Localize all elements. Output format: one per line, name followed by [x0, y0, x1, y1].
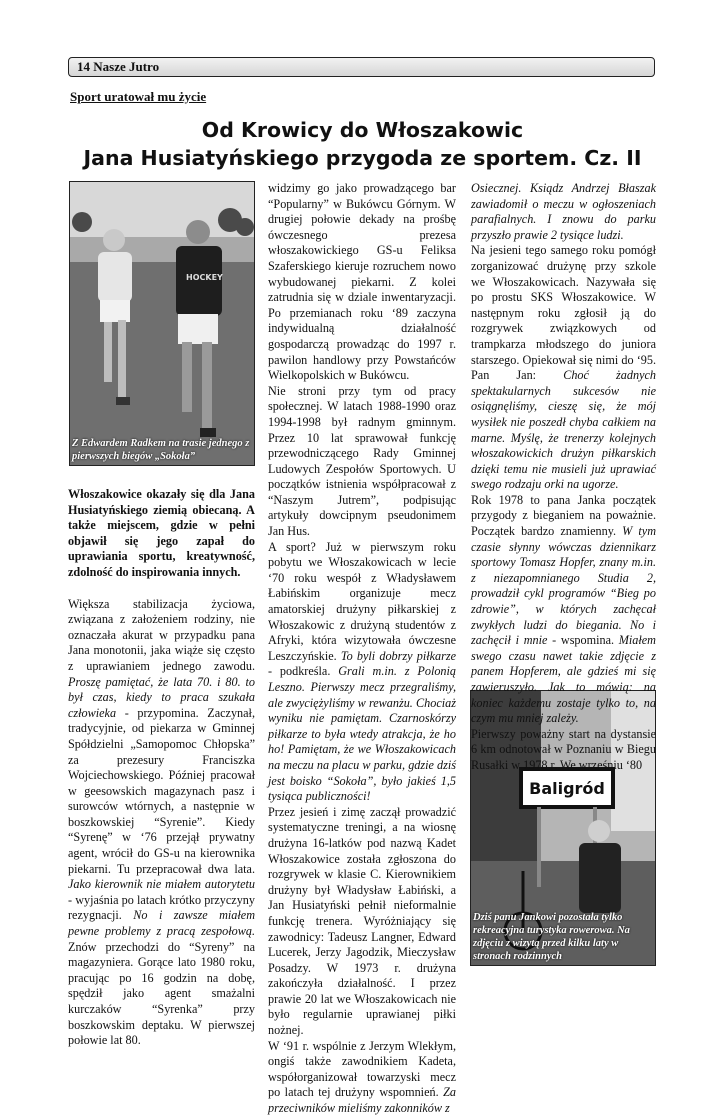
runners-photo-caption: Z Edwardem Radkem na trasie jednego z pierwszych biegów „Sokoła” [72, 438, 250, 462]
page-header [68, 57, 655, 77]
col2-paragraph-5: W ‘91 r. wspólnie z Jerzym Wlekłym, ongiś także zawodnikiem Kadeta, współorganizował towarzyski mecz po latach tej drużyny wspomnień. Za przeciwników mieliśmy zakonników z [268, 1038, 456, 1116]
runners-illustration [70, 182, 255, 466]
col2-paragraph-3: A sport? Już w pierwszym roku pobytu we Włoszakowicach w lecie ‘70 roku wespół z Władysławem Łabińskim organizuje mecz amatorskiej drużyny piłkarskiej z Włoszakowic z drużyną studentów z Afryki, która wizytowała ówczesne Leszczyńskie. To byli dobrzy piłkarze - podkreśla. Grali m.in. z Polonią Leszno. Pierwszy mecz przegraliśmy, ale zwyciężyliśmy w rewanżu. Chociaż wyniku nie pamiętam. Czarnoskórzy piłkarze to była wtedy atrakcja, że ho ho! Pamiętam, że we Włoszakowicach na meczu na placu w parku, gdzie dziś jest boisko “Sokoła”, było jakieś 1,5 tysiąca publiczności! [268, 539, 456, 804]
col3-paragraph-1: Osiecznej. Ksiądz Andrzej Błaszak zawiadomił o meczu w ogłoszeniach parafialnych. I znowu do parku przyszło prawie 2 tysiące ludzi. [471, 181, 656, 242]
col3-paragraph-3: Rok 1978 to pana Janka początek przygody z bieganiem na poważnie. Początek bardzo znamienny. W tym czasie słynny wówczas dziennikarz sportowy Tomasz Hopfer, znany m.in. z niezapomnianego Studia 2, prowadził cykl programów “Bieg po zdrowie”, w których zachęcał zwykłych ludzi do biegania. No i zachęcił i mnie - wspomina. Miałem swego czasu nawet takie zdjęcie z panem Hopferem, ale gdzieś mi się zawieruszyło. Jak to mówią: na koniec każdemu zostaje tylko to, na czym mu mniej zależy. [471, 492, 656, 726]
article-column-1 [68, 487, 255, 1049]
sign-text: Baligród [529, 779, 605, 798]
article-lead: Włoszakowice okazały się dla Jana Husiatyńskiego ziemią obiecaną. A także miejscem, gdzie w pełni objawił się jego zapał do uprawiania sportu, kreatywność, zdolność do inspirowania innych. [68, 487, 255, 579]
article-column-3 [471, 181, 656, 774]
runners-photo [69, 181, 255, 466]
col2-paragraph-2: Nie stroni przy tym od pracy społecznej. W latach 1988-1990 oraz 1994-1998 był radnym gminnym. Przez 10 lat sprawował funkcję przewodniczącego Rady Gminnej Ludowych Zespołów Sportowych. U początków istnienia współpracował z “Naszym Jutrem”, podpisując artykuły dowcipnym pseudonimem Jan Hus. [268, 383, 456, 539]
article-title [60, 116, 665, 172]
sign-photo-caption: Dziś panu Jankowi pozostała tylko rekreacyjna turystyka rowerowa. Na zdjęciu z wizytą przed kilku laty w stronach rodzinnych [473, 912, 630, 962]
shirt-text: HOCKEY [186, 273, 223, 282]
title-line-2: Jana Husiatyńskiego przygoda ze sportem. Cz. II [83, 146, 642, 170]
page-number-label: 14 Nasze Jutro [77, 59, 160, 74]
title-line-1: Od Krowicy do Włoszakowic [201, 118, 524, 142]
article-column-2 [268, 181, 456, 1117]
col2-paragraph-1: widzimy go jako prowadzącego bar “Popularny” w Bukówcu Górnym. W drugiej połowie dekady na prośbę ówczesnego prezesa włoszakowickiego GS-u Feliksa Szaferskiego kieruje rozruchem nowo wybudowanej piekarni. Z kolei zatrudnia się w dziale inwentaryzacji. Po przemianach roku ‘89 zaczyna indywidualną działalność gospodarczą prowadząc do 1997 r. pawilon handlowy przy Powstańców Wielkopolskich w Bukówcu. [268, 181, 456, 383]
section-label: Sport uratował mu życie [70, 89, 207, 104]
col1-paragraph: Większa stabilizacja życiowa, związana z założeniem rodziny, nie oznaczała akurat w przypadku pana Jana monotonii, jaka wiąże się często z uprawianiem jednego zawodu. Proszę pamiętać, że lata 70. i 80. to był czas, kiedy to praca szukała człowieka - przypomina. Zaczynał, tradycyjnie, od piekarza w Gminnej Spółdzielni „Samopomoc Chłopska” za prezesury Franciszka Wojciechowskiego. Później pracował w geesowskich magazynach pasz i surowców wtórnych, a następnie w boszkowskiej “Syrenie”. Kiedy “Syrenę” w ‘76 przejął prywatny agent, wrócił do GS-u na kierownika piekarni. Tu przepracował dwa lata. Jako kierownik nie miałem autorytetu - wyjaśnia po latach krótko przyczyny rezygnacji. No i zawsze miałem pewne problemy z pracą zespołową. Znów przechodzi do “Syreny” na magazyniera. Gorące lato 1980 roku, pracując po 16 godzin na dobę, spędził jako agent smażalni kurczaków “Syrenka” przy boszkowskim deptaku. W pierwszej połowie lat 80. [68, 596, 255, 1048]
col2-paragraph-4: Przez jesień i zimę zaczął prowadzić systematyczne treningi, a na wiosnę drużyna 16-latków pod nazwą Kadet Włoszakowice została zgłoszona do rozgrywek w klasie C. Kierownikiem drużyny był Władysław Łabiński, a Jan Husiatyński pełnił nieformalnie funkcję trenera. Wyróżniający się zawodnicy: Tadeusz Langner, Edward Lucerek, Jerzy Jagodzik, Mieczysław Posadzy. W 1973 r. drużyna zakończyła działalność. I przez prawie 20 lat we Włoszakowicach nie było regularnie uprawianej piłki nożnej. [268, 804, 456, 1038]
col3-paragraph-4: Pierwszy poważny start na dystansie 6 km odnotował w Poznaniu w Biegu Rusałki w 1978 r. We wrześniu ‘80 [471, 726, 656, 772]
col3-paragraph-2: Na jesieni tego samego roku pomógł zorganizować drużynę przy szkole we Włoszakowicach. Nazywała się po prostu SKS Włoszakowice. W następnym roku zgłosił ją do rozgrywek związkowych od trampkarza młodszego do juniora starszego. Opiekował się nimi do ‘95. Pan Jan: Choć żadnych spektakularnych sukcesów nie osiągnęliśmy, cieszę się, że mój wysiłek nie poszedł chyba całkiem na marne. Myślę, że trenerzy kolejnych włoszakowickich drużyn piłkarskich dzięki temu nie musieli już uprawiać swego rodzaju orki na ugorze. [471, 243, 656, 492]
